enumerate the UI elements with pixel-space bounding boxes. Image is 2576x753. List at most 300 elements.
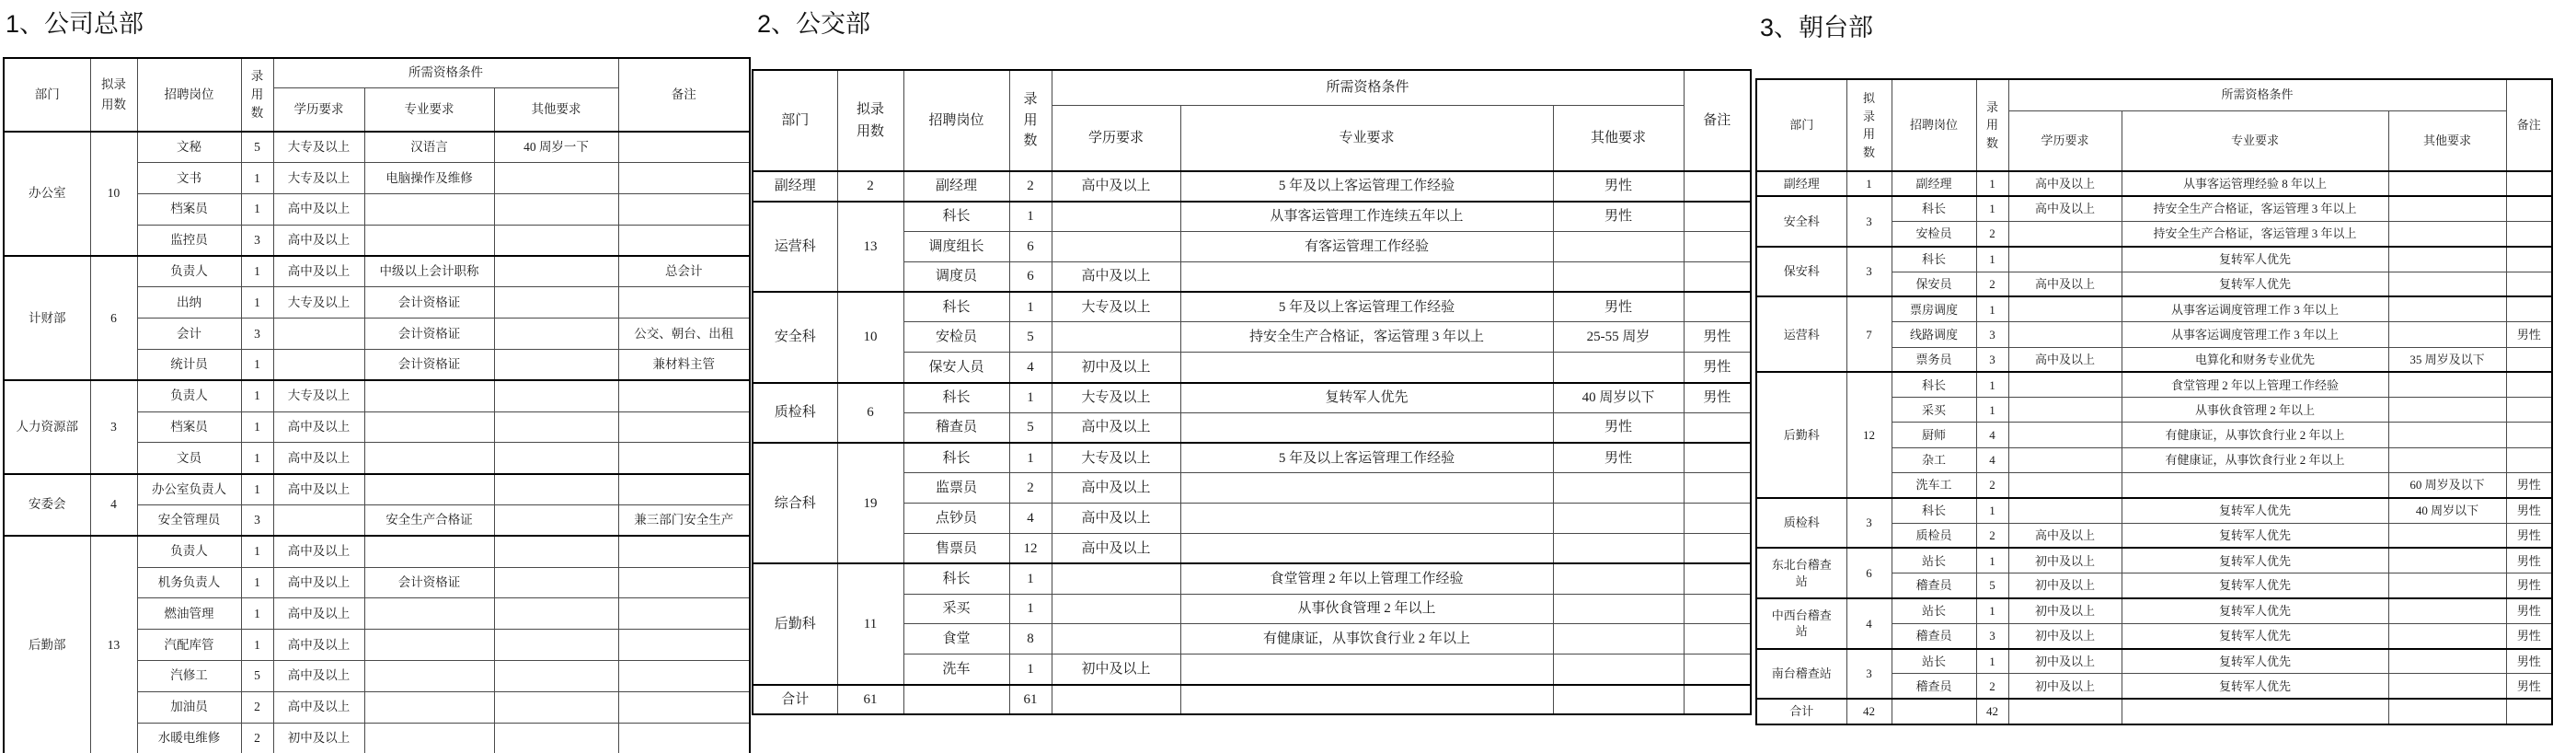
dept-cell-text: 南台稽查站 bbox=[1771, 666, 1832, 681]
hire-count-cell: 3 bbox=[1976, 623, 2008, 648]
hire-count-cell: 3 bbox=[1976, 347, 2008, 372]
total-position-cell bbox=[1892, 699, 1976, 724]
position-cell: 科长 bbox=[903, 443, 1009, 473]
position-cell: 质检员 bbox=[1892, 523, 1976, 548]
hire-count-cell: 2 bbox=[1976, 674, 2008, 699]
remarks-cell bbox=[2506, 196, 2552, 221]
position-cell: 采买 bbox=[903, 594, 1009, 624]
header-dept: 部门 bbox=[1756, 79, 1846, 171]
remarks-cell bbox=[1684, 624, 1751, 655]
dept-cell-text: 质检科 bbox=[774, 405, 816, 421]
remarks-cell bbox=[2506, 398, 2552, 423]
header-remarks: 备注 bbox=[618, 58, 750, 132]
position-cell: 站长 bbox=[1892, 548, 1976, 573]
dept-cell bbox=[4, 536, 90, 753]
remarks-cell bbox=[618, 287, 750, 319]
position-cell: 统计员 bbox=[137, 350, 241, 381]
education-cell: 初中及以上 bbox=[2008, 674, 2122, 699]
dept-cell-text: 人力资源部 bbox=[16, 419, 78, 434]
planned-count-cell: 3 bbox=[1846, 498, 1892, 549]
remarks-cell bbox=[2506, 447, 2552, 472]
position-cell: 监票员 bbox=[903, 473, 1009, 504]
major-cell: 食堂管理 2 年以上管理工作经验 bbox=[1180, 563, 1553, 594]
dept-cell bbox=[753, 292, 837, 382]
dept-cell bbox=[753, 383, 837, 444]
education-cell bbox=[1052, 322, 1180, 353]
other-req-cell bbox=[2388, 372, 2506, 397]
position-cell: 办公室负责人 bbox=[137, 474, 241, 505]
dept-cell bbox=[753, 202, 837, 292]
education-cell bbox=[1052, 202, 1180, 232]
header-major: 专业要求 bbox=[364, 87, 494, 132]
dept-cell bbox=[4, 256, 90, 380]
remarks-cell bbox=[618, 132, 750, 163]
other-req-cell bbox=[1553, 563, 1684, 594]
major-cell bbox=[1180, 655, 1553, 685]
position-cell: 食堂 bbox=[903, 624, 1009, 655]
position-cell: 汽修工 bbox=[137, 661, 241, 692]
dept-cell-text: 安全科 bbox=[774, 330, 816, 345]
other-req-cell bbox=[1553, 261, 1684, 292]
major-cell bbox=[2122, 473, 2388, 498]
header-position: 招聘岗位 bbox=[903, 70, 1009, 171]
major-cell: 有客运管理工作经验 bbox=[1180, 232, 1553, 262]
hire-count-cell: 6 bbox=[1009, 261, 1052, 292]
position-cell: 稽查员 bbox=[903, 412, 1009, 443]
dept-cell bbox=[1756, 296, 1846, 372]
remarks-cell: 男性 bbox=[2506, 623, 2552, 648]
hire-count-cell: 1 bbox=[241, 350, 273, 381]
other-req-cell bbox=[494, 225, 618, 256]
other-req-cell bbox=[494, 474, 618, 505]
hire-count-cell: 5 bbox=[1009, 322, 1052, 353]
hire-count-cell: 2 bbox=[1976, 473, 2008, 498]
education-cell: 高中及以上 bbox=[273, 536, 364, 567]
major-cell: 复转军人优先 bbox=[2122, 674, 2388, 699]
remarks-cell bbox=[1684, 504, 1751, 534]
education-cell: 高中及以上 bbox=[273, 256, 364, 287]
position-cell: 安检员 bbox=[903, 322, 1009, 353]
education-cell: 高中及以上 bbox=[1052, 504, 1180, 534]
major-cell: 持安全生产合格证，客运管理 3 年以上 bbox=[2122, 222, 2388, 247]
remarks-cell: 公交、朝台、出租 bbox=[618, 319, 750, 350]
hire-count-cell: 4 bbox=[1976, 447, 2008, 472]
dept-cell bbox=[1756, 598, 1846, 649]
remarks-cell: 兼材料主管 bbox=[618, 350, 750, 381]
dept-cell-text: 安全科 bbox=[1783, 214, 1820, 228]
major-cell: 复转军人优先 bbox=[2122, 649, 2388, 674]
major-cell: 从事客运调度管理工作 3 年以上 bbox=[2122, 322, 2388, 347]
hire-count-cell: 3 bbox=[241, 225, 273, 256]
education-cell: 大专及以上 bbox=[273, 287, 364, 319]
hire-count-cell: 1 bbox=[241, 443, 273, 474]
recruitment-table-chaotai-dept bbox=[1755, 78, 2553, 725]
hire-count-cell: 1 bbox=[241, 163, 273, 194]
hire-count-cell: 4 bbox=[1009, 504, 1052, 534]
education-cell: 高中及以上 bbox=[273, 598, 364, 630]
dept-cell-text: 综合科 bbox=[774, 495, 816, 511]
hire-count-cell: 1 bbox=[241, 380, 273, 411]
position-cell: 保安人员 bbox=[903, 353, 1009, 383]
remarks-cell: 男性 bbox=[2506, 322, 2552, 347]
remarks-cell: 总会计 bbox=[618, 256, 750, 287]
education-cell bbox=[1052, 594, 1180, 624]
major-cell bbox=[364, 630, 494, 661]
total-education-cell bbox=[1052, 685, 1180, 715]
position-cell: 采买 bbox=[1892, 398, 1976, 423]
remarks-cell bbox=[2506, 272, 2552, 296]
other-req-cell bbox=[2388, 171, 2506, 196]
other-req-cell bbox=[494, 350, 618, 381]
other-req-cell bbox=[494, 505, 618, 537]
header-major: 专业要求 bbox=[1180, 105, 1553, 171]
planned-count-cell: 6 bbox=[837, 383, 903, 444]
hire-count-cell: 1 bbox=[1009, 563, 1052, 594]
table2-title: 2、公交部 bbox=[757, 10, 871, 38]
education-cell: 初中及以上 bbox=[273, 723, 364, 753]
header-dept: 部门 bbox=[4, 58, 90, 132]
hire-count-cell: 1 bbox=[1009, 594, 1052, 624]
education-cell: 高中及以上 bbox=[273, 567, 364, 598]
dept-cell-text: 办公室 bbox=[29, 186, 66, 201]
total-position-cell bbox=[903, 685, 1009, 715]
education-cell bbox=[1052, 563, 1180, 594]
dept-cell bbox=[753, 443, 837, 563]
hire-count-cell: 2 bbox=[1976, 272, 2008, 296]
education-cell: 大专及以上 bbox=[1052, 443, 1180, 473]
remarks-cell: 男性 bbox=[1684, 322, 1751, 353]
position-cell: 机务负责人 bbox=[137, 567, 241, 598]
planned-count-cell: 6 bbox=[1846, 548, 1892, 598]
header-major: 专业要求 bbox=[2122, 110, 2388, 171]
total-education-cell bbox=[2008, 699, 2122, 724]
header-education: 学历要求 bbox=[1052, 105, 1180, 171]
major-cell: 持安全生产合格证，客运管理 3 年以上 bbox=[1180, 322, 1553, 353]
major-cell: 会计资格证 bbox=[364, 567, 494, 598]
remarks-cell bbox=[618, 194, 750, 226]
major-cell: 复转军人优先 bbox=[2122, 623, 2388, 648]
education-cell: 高中及以上 bbox=[273, 661, 364, 692]
dept-cell bbox=[1756, 649, 1846, 700]
hire-count-cell: 12 bbox=[1009, 534, 1052, 564]
remarks-cell: 男性 bbox=[1684, 353, 1751, 383]
other-req-cell: 40 周岁以下 bbox=[1553, 383, 1684, 413]
planned-count-cell: 11 bbox=[837, 563, 903, 684]
other-req-cell: 25-55 周岁 bbox=[1553, 322, 1684, 353]
planned-count-cell: 4 bbox=[1846, 598, 1892, 649]
major-cell: 复转军人优先 bbox=[2122, 247, 2388, 272]
total-other-cell bbox=[2388, 699, 2506, 724]
hire-count-cell: 6 bbox=[1009, 232, 1052, 262]
dept-cell-text: 安委会 bbox=[29, 497, 66, 512]
hire-count-cell: 5 bbox=[241, 132, 273, 163]
position-cell: 洗车 bbox=[903, 655, 1009, 685]
dept-cell bbox=[4, 474, 90, 537]
major-cell bbox=[364, 723, 494, 753]
education-cell: 高中及以上 bbox=[273, 225, 364, 256]
position-cell: 售票员 bbox=[903, 534, 1009, 564]
major-cell: 有健康证，从事饮食行业 2 年以上 bbox=[2122, 447, 2388, 472]
education-cell: 高中及以上 bbox=[2008, 171, 2122, 196]
other-req-cell bbox=[2388, 447, 2506, 472]
hire-count-cell: 1 bbox=[1976, 372, 2008, 397]
position-cell: 科长 bbox=[1892, 247, 1976, 272]
other-req-cell: 40 周岁一下 bbox=[494, 132, 618, 163]
education-cell bbox=[1052, 232, 1180, 262]
other-req-cell bbox=[1553, 534, 1684, 564]
major-cell: 安全生产合格证 bbox=[364, 505, 494, 537]
hire-count-cell: 5 bbox=[241, 661, 273, 692]
major-cell: 5 年及以上客运管理工作经验 bbox=[1180, 171, 1553, 202]
other-req-cell bbox=[2388, 398, 2506, 423]
other-req-cell bbox=[494, 194, 618, 226]
remarks-cell bbox=[1684, 232, 1751, 262]
other-req-cell bbox=[494, 567, 618, 598]
other-req-cell bbox=[494, 630, 618, 661]
remarks-cell: 男性 bbox=[2506, 473, 2552, 498]
total-row bbox=[1756, 699, 2552, 724]
education-cell: 高中及以上 bbox=[2008, 523, 2122, 548]
education-cell: 大专及以上 bbox=[273, 163, 364, 194]
other-req-cell bbox=[2388, 598, 2506, 623]
dept-cell bbox=[753, 171, 837, 202]
position-cell: 保安员 bbox=[1892, 272, 1976, 296]
major-cell: 会计资格证 bbox=[364, 350, 494, 381]
education-cell bbox=[2008, 398, 2122, 423]
dept-cell bbox=[4, 380, 90, 473]
position-cell: 负责人 bbox=[137, 380, 241, 411]
total-row bbox=[753, 685, 1751, 715]
major-cell: 复转军人优先 bbox=[2122, 498, 2388, 523]
planned-count-cell: 13 bbox=[837, 202, 903, 292]
major-cell bbox=[1180, 261, 1553, 292]
remarks-cell bbox=[618, 380, 750, 411]
education-cell: 高中及以上 bbox=[273, 443, 364, 474]
remarks-cell bbox=[618, 723, 750, 753]
remarks-cell bbox=[2506, 423, 2552, 447]
other-req-cell bbox=[2388, 423, 2506, 447]
position-cell: 调度组长 bbox=[903, 232, 1009, 262]
major-cell: 持安全生产合格证，客运管理 3 年以上 bbox=[2122, 196, 2388, 221]
major-cell: 从事伙食管理 2 年以上 bbox=[1180, 594, 1553, 624]
remarks-cell bbox=[618, 536, 750, 567]
position-cell: 文秘 bbox=[137, 132, 241, 163]
education-cell bbox=[2008, 222, 2122, 247]
position-cell: 科长 bbox=[903, 292, 1009, 322]
planned-count-cell: 6 bbox=[90, 256, 137, 380]
position-cell: 杂工 bbox=[1892, 447, 1976, 472]
total-label-cell: 合计 bbox=[1756, 699, 1846, 724]
major-cell bbox=[364, 443, 494, 474]
major-cell bbox=[1180, 534, 1553, 564]
recruitment-table bbox=[752, 69, 1752, 715]
header-position: 招聘岗位 bbox=[1892, 79, 1976, 171]
education-cell: 高中及以上 bbox=[1052, 171, 1180, 202]
position-cell: 监控员 bbox=[137, 225, 241, 256]
hire-count-cell: 2 bbox=[1009, 473, 1052, 504]
recruitment-table-bus-dept bbox=[752, 69, 1752, 715]
education-cell: 高中及以上 bbox=[2008, 272, 2122, 296]
major-cell: 复转军人优先 bbox=[2122, 598, 2388, 623]
position-cell: 文员 bbox=[137, 443, 241, 474]
recruitment-table-headquarters bbox=[3, 57, 751, 753]
education-cell: 大专及以上 bbox=[1052, 383, 1180, 413]
other-req-cell bbox=[494, 598, 618, 630]
remarks-cell bbox=[1684, 655, 1751, 685]
other-req-cell bbox=[2388, 623, 2506, 648]
hire-count-cell: 1 bbox=[241, 567, 273, 598]
position-cell: 负责人 bbox=[137, 536, 241, 567]
major-cell: 有健康证，从事饮食行业 2 年以上 bbox=[2122, 423, 2388, 447]
hire-count-cell: 1 bbox=[1976, 296, 2008, 321]
header-other: 其他要求 bbox=[2388, 110, 2506, 171]
remarks-cell bbox=[618, 443, 750, 474]
hire-count-cell: 3 bbox=[241, 319, 273, 350]
hire-count-cell: 1 bbox=[1009, 383, 1052, 413]
total-hire-count-cell: 61 bbox=[1009, 685, 1052, 715]
major-cell: 复转军人优先 bbox=[2122, 573, 2388, 598]
planned-count-cell: 3 bbox=[1846, 649, 1892, 700]
position-cell: 线路调度 bbox=[1892, 322, 1976, 347]
other-req-cell: 60 周岁及以下 bbox=[2388, 473, 2506, 498]
other-req-cell bbox=[1553, 655, 1684, 685]
hire-count-cell: 4 bbox=[1976, 423, 2008, 447]
remarks-cell bbox=[2506, 222, 2552, 247]
position-cell: 站长 bbox=[1892, 649, 1976, 674]
dept-cell bbox=[1756, 171, 1846, 196]
other-req-cell bbox=[494, 163, 618, 194]
education-cell bbox=[2008, 372, 2122, 397]
remarks-cell: 男性 bbox=[2506, 548, 2552, 573]
education-cell: 高中及以上 bbox=[2008, 196, 2122, 221]
position-cell: 档案员 bbox=[137, 411, 241, 443]
major-cell bbox=[364, 598, 494, 630]
header-dept: 部门 bbox=[753, 70, 837, 171]
planned-count-cell: 13 bbox=[90, 536, 137, 753]
remarks-cell bbox=[1684, 534, 1751, 564]
education-cell: 高中及以上 bbox=[1052, 261, 1180, 292]
major-cell: 从事客运管理工作连续五年以上 bbox=[1180, 202, 1553, 232]
planned-count-cell: 7 bbox=[1846, 296, 1892, 372]
other-req-cell bbox=[494, 691, 618, 723]
remarks-cell: 兼三部门安全生产 bbox=[618, 505, 750, 537]
other-req-cell bbox=[494, 319, 618, 350]
education-cell bbox=[1052, 624, 1180, 655]
remarks-cell: 男性 bbox=[2506, 523, 2552, 548]
header-hire-count bbox=[1009, 70, 1052, 171]
total-planned-cell: 61 bbox=[837, 685, 903, 715]
position-cell: 燃油管理 bbox=[137, 598, 241, 630]
dept-cell-text: 运营科 bbox=[774, 238, 816, 254]
position-cell: 站长 bbox=[1892, 598, 1976, 623]
other-req-cell: 男性 bbox=[1553, 171, 1684, 202]
hire-count-cell: 1 bbox=[1976, 196, 2008, 221]
planned-count-cell: 3 bbox=[90, 380, 137, 473]
other-req-cell: 男性 bbox=[1553, 202, 1684, 232]
position-cell: 厨师 bbox=[1892, 423, 1976, 447]
remarks-cell bbox=[618, 163, 750, 194]
header-other: 其他要求 bbox=[1553, 105, 1684, 171]
total-remarks-cell bbox=[1684, 685, 1751, 715]
dept-cell bbox=[753, 563, 837, 684]
hire-count-cell: 5 bbox=[1976, 573, 2008, 598]
other-req-cell bbox=[2388, 322, 2506, 347]
position-cell: 票务员 bbox=[1892, 347, 1976, 372]
major-cell: 复转军人优先 bbox=[2122, 523, 2388, 548]
header-remarks: 备注 bbox=[1684, 70, 1751, 171]
major-cell: 复转军人优先 bbox=[2122, 548, 2388, 573]
other-req-cell bbox=[494, 380, 618, 411]
major-cell bbox=[364, 380, 494, 411]
dept-cell-text: 后勤部 bbox=[29, 637, 66, 652]
other-req-cell bbox=[1553, 232, 1684, 262]
position-cell: 档案员 bbox=[137, 194, 241, 226]
remarks-cell: 男性 bbox=[2506, 498, 2552, 523]
remarks-cell bbox=[618, 661, 750, 692]
header-remarks: 备注 bbox=[2506, 79, 2552, 171]
remarks-cell bbox=[1684, 412, 1751, 443]
header-hire-count bbox=[1976, 79, 2008, 171]
planned-count-cell: 12 bbox=[1846, 372, 1892, 497]
education-cell bbox=[2008, 498, 2122, 523]
hire-count-cell: 1 bbox=[241, 536, 273, 567]
remarks-cell: 男性 bbox=[2506, 674, 2552, 699]
other-req-cell bbox=[494, 287, 618, 319]
major-cell: 从事伙食管理 2 年以上 bbox=[2122, 398, 2388, 423]
other-req-cell bbox=[494, 536, 618, 567]
education-cell: 高中及以上 bbox=[2008, 347, 2122, 372]
other-req-cell bbox=[2388, 674, 2506, 699]
dept-cell-text: 中西台稽查站 bbox=[1771, 608, 1832, 639]
hire-count-cell: 1 bbox=[1976, 398, 2008, 423]
major-cell: 5 年及以上客运管理工作经验 bbox=[1180, 292, 1553, 322]
major-cell bbox=[364, 474, 494, 505]
remarks-cell: 男性 bbox=[2506, 598, 2552, 623]
header-qualifications-group: 所需资格条件 bbox=[2008, 79, 2506, 110]
other-req-cell: 男性 bbox=[1553, 292, 1684, 322]
education-cell: 高中及以上 bbox=[1052, 534, 1180, 564]
other-req-cell bbox=[2388, 247, 2506, 272]
hire-count-cell: 1 bbox=[1976, 649, 2008, 674]
remarks-cell: 男性 bbox=[1684, 383, 1751, 413]
other-req-cell bbox=[1553, 624, 1684, 655]
other-req-cell: 40 周岁以下 bbox=[2388, 498, 2506, 523]
education-cell: 大专及以上 bbox=[273, 380, 364, 411]
major-cell bbox=[1180, 412, 1553, 443]
education-cell: 高中及以上 bbox=[273, 411, 364, 443]
education-cell: 初中及以上 bbox=[2008, 548, 2122, 573]
dept-cell-text: 计财部 bbox=[29, 310, 66, 325]
major-cell: 复转军人优先 bbox=[2122, 272, 2388, 296]
header-education: 学历要求 bbox=[273, 87, 364, 132]
dept-cell-text: 东北台稽查站 bbox=[1771, 558, 1832, 588]
education-cell bbox=[273, 505, 364, 537]
position-cell: 科长 bbox=[1892, 498, 1976, 523]
remarks-cell bbox=[1684, 202, 1751, 232]
header-hire-count-text: 录用数 bbox=[1985, 99, 1998, 150]
major-cell bbox=[364, 194, 494, 226]
hire-count-cell: 8 bbox=[1009, 624, 1052, 655]
remarks-cell bbox=[618, 411, 750, 443]
education-cell bbox=[2008, 296, 2122, 321]
major-cell bbox=[364, 691, 494, 723]
major-cell bbox=[364, 536, 494, 567]
remarks-cell: 男性 bbox=[2506, 649, 2552, 674]
remarks-cell bbox=[618, 567, 750, 598]
header-qualifications-group: 所需资格条件 bbox=[1052, 70, 1684, 105]
header-hire-count bbox=[241, 58, 273, 132]
hire-count-cell: 3 bbox=[241, 505, 273, 537]
